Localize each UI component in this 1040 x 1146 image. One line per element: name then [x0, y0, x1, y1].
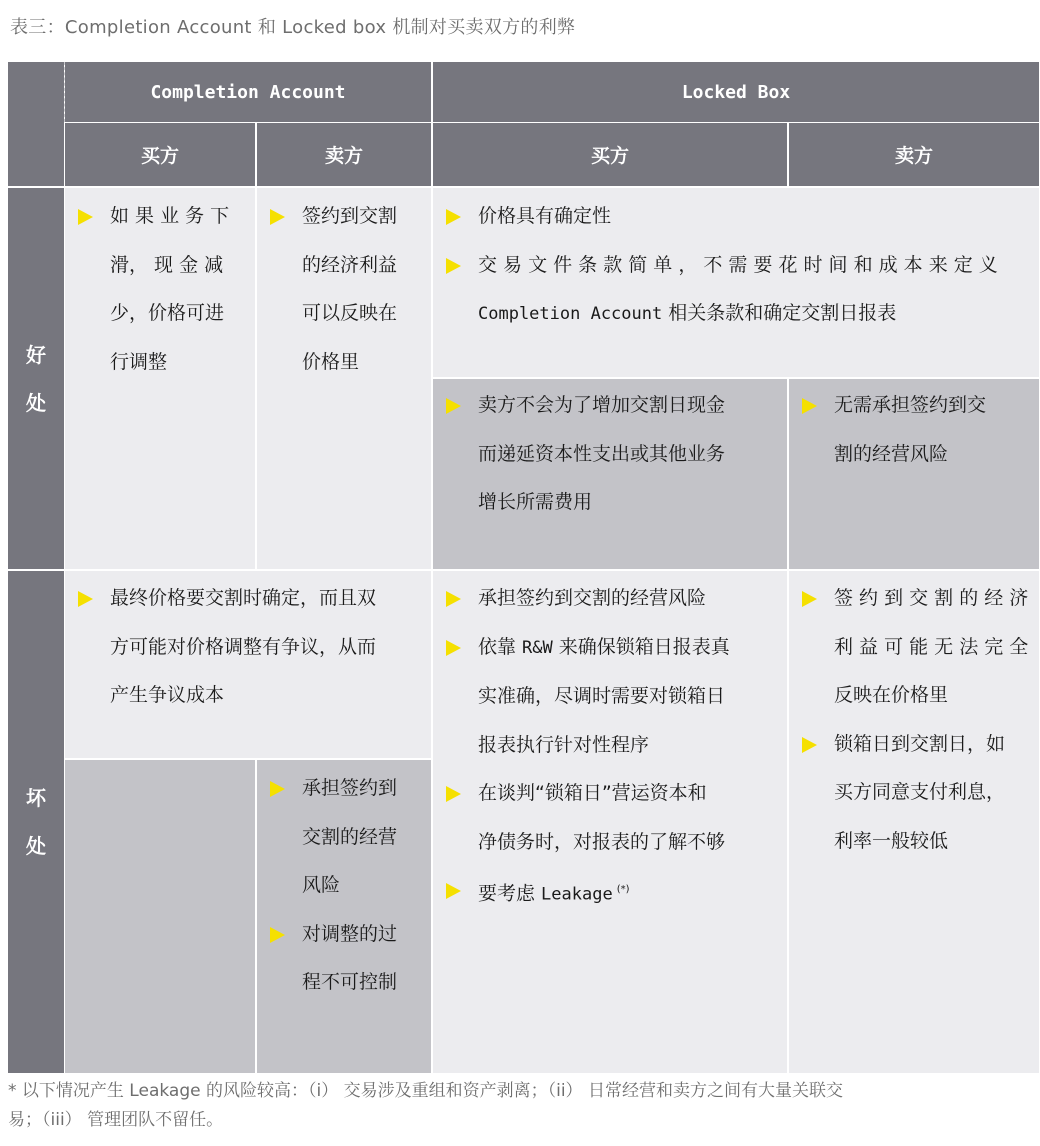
- line-post: 来确保锁箱日报表真: [552, 635, 730, 658]
- line: 最终价格要交割时确定，而且双: [110, 587, 377, 609]
- line: 承担签约到交割的经营风险: [478, 587, 707, 609]
- line: 反映在价格里: [834, 684, 949, 706]
- arrow-bullet-icon: [802, 574, 826, 623]
- line: 锁箱日到交割日，如: [834, 732, 1006, 755]
- arrow-bullet-icon: [270, 764, 294, 813]
- arrow-bullet-icon: [802, 720, 826, 769]
- row-label-cons-char: 处: [26, 834, 46, 858]
- line: 在谈判“锁箱日”营运资本和: [478, 782, 707, 804]
- arrow-bullet-icon: [270, 192, 294, 241]
- list-item: [446, 381, 786, 527]
- line: 签约到交割: [302, 205, 398, 227]
- list-item: [802, 720, 1038, 866]
- list-item: [270, 764, 430, 910]
- line: 利 益 可 能 无 法 完 全: [834, 635, 1029, 658]
- header-completion-account: Completion Account: [65, 62, 431, 122]
- line: 价格里: [302, 350, 360, 373]
- line: 报表执行针对性程序: [478, 733, 650, 756]
- line: 交 易 文 件 条 款 简 单 ， 不 需 要 花 时 间 和 成 本 来 定 义: [478, 253, 998, 276]
- arrow-bullet-icon: [270, 910, 294, 959]
- header-lb-buyer: 买方: [433, 123, 787, 186]
- line: 割的经营风险: [834, 442, 949, 465]
- line-pre: 要考虑: [478, 882, 542, 905]
- list-item: [78, 574, 430, 720]
- arrow-bullet-icon: [446, 623, 470, 672]
- list-item: [446, 866, 786, 919]
- line: 净债务时，对报表的了解不够: [478, 830, 726, 853]
- list-item: [270, 192, 430, 386]
- pros-ca-buyer-text: [78, 192, 250, 386]
- list-item: [802, 574, 1038, 720]
- line: [478, 866, 786, 919]
- line: 增长所需费用: [478, 491, 593, 513]
- arrow-bullet-icon: [446, 769, 470, 818]
- line: 方可能对价格调整有争议，从而: [110, 635, 377, 658]
- line: 如 果 业 务 下: [110, 205, 230, 227]
- line: 而递延资本性支出或其他业务: [478, 442, 726, 465]
- header-locked-box: [433, 62, 1039, 122]
- line: [478, 289, 1034, 339]
- arrow-bullet-icon: [802, 381, 826, 430]
- table-title: 表三：Completion Account 和 Locked box 机制对买卖双方的利弊: [10, 17, 576, 38]
- list-item: [446, 241, 1034, 339]
- pros-ca-seller-text: [270, 192, 430, 386]
- header-lb-seller: 卖方: [789, 123, 1039, 186]
- list-item: [446, 769, 786, 866]
- row-label-pros-char: 好: [26, 342, 46, 367]
- header-ca-buyer: 买方: [65, 123, 255, 186]
- footnote-line: 易；（iii） 管理团队不留任。: [8, 1110, 224, 1130]
- list-item: [78, 192, 250, 386]
- header-locked-box-label: Locked Box: [681, 81, 791, 103]
- row-label-pros-char: 处: [26, 390, 46, 415]
- footnote-marker: (*): [616, 884, 630, 895]
- line: 签 约 到 交 割 的 经 济: [834, 587, 1029, 609]
- pros-lb-seller-text: [802, 381, 1038, 478]
- cons-lb-buyer-text: [446, 574, 786, 919]
- line: 对调整的过: [302, 922, 398, 945]
- mono-term: R&W: [522, 637, 553, 658]
- header-corner: [8, 62, 64, 186]
- arrow-bullet-icon: [446, 192, 470, 241]
- line-pre: 依靠: [478, 635, 523, 658]
- line: 风险: [302, 874, 341, 896]
- pros-lb-buyer-text: [446, 381, 786, 527]
- arrow-bullet-icon: [78, 574, 102, 623]
- line: 行调整: [110, 350, 168, 373]
- row-label-pros: [8, 188, 64, 569]
- cons-ca-buyer-empty-cell: [65, 760, 255, 1073]
- footnote: [8, 1077, 1033, 1135]
- arrow-bullet-icon: [446, 241, 470, 290]
- arrow-bullet-icon: [446, 866, 470, 915]
- line: 实准确，尽调时需要对锁箱日: [478, 685, 726, 707]
- line: 程不可控制: [302, 971, 398, 993]
- arrow-bullet-icon: [78, 192, 102, 241]
- list-item: [802, 381, 1038, 478]
- line: 的经济利益: [302, 253, 398, 276]
- list-item: [270, 910, 430, 1007]
- row-label-cons: [8, 571, 64, 1073]
- footnote-line: * 以下情况产生 Leakage 的风险较高：（i） 交易涉及重组和资产剥离；（ii） 日常经营和卖方之间有大量关联交: [8, 1081, 843, 1101]
- arrow-bullet-icon: [446, 381, 470, 430]
- mono-term: Leakage: [541, 884, 613, 905]
- list-item: [446, 623, 786, 770]
- cons-ca-common-text: [78, 574, 430, 720]
- cons-ca-seller-text: [270, 764, 430, 1007]
- line: 少，价格可进: [110, 302, 225, 324]
- line: 承担签约到: [302, 777, 398, 799]
- line: 价格具有确定性: [478, 205, 612, 227]
- line: 产生争议成本: [110, 684, 225, 706]
- list-item: [446, 574, 786, 623]
- line: 可以反映在: [302, 302, 398, 324]
- cons-lb-seller-text: [802, 574, 1038, 865]
- line: 滑， 现 金 减: [110, 253, 224, 276]
- line: 买方同意支付利息，: [834, 781, 1006, 803]
- line-rest: 相关条款和确定交割日报表: [662, 302, 897, 324]
- line: 无需承担签约到交: [834, 394, 987, 416]
- pros-lb-common-text: [446, 192, 1034, 339]
- line: 交割的经营: [302, 825, 398, 848]
- header-ca-seller: 卖方: [257, 123, 431, 186]
- line: 利率一般较低: [834, 829, 949, 852]
- row-label-cons-char: 坏: [26, 786, 46, 810]
- line: [478, 623, 786, 673]
- mono-term: Completion Account: [478, 304, 663, 324]
- arrow-bullet-icon: [446, 574, 470, 623]
- list-item: [446, 192, 1034, 241]
- line: 卖方不会为了增加交割日现金: [478, 394, 726, 416]
